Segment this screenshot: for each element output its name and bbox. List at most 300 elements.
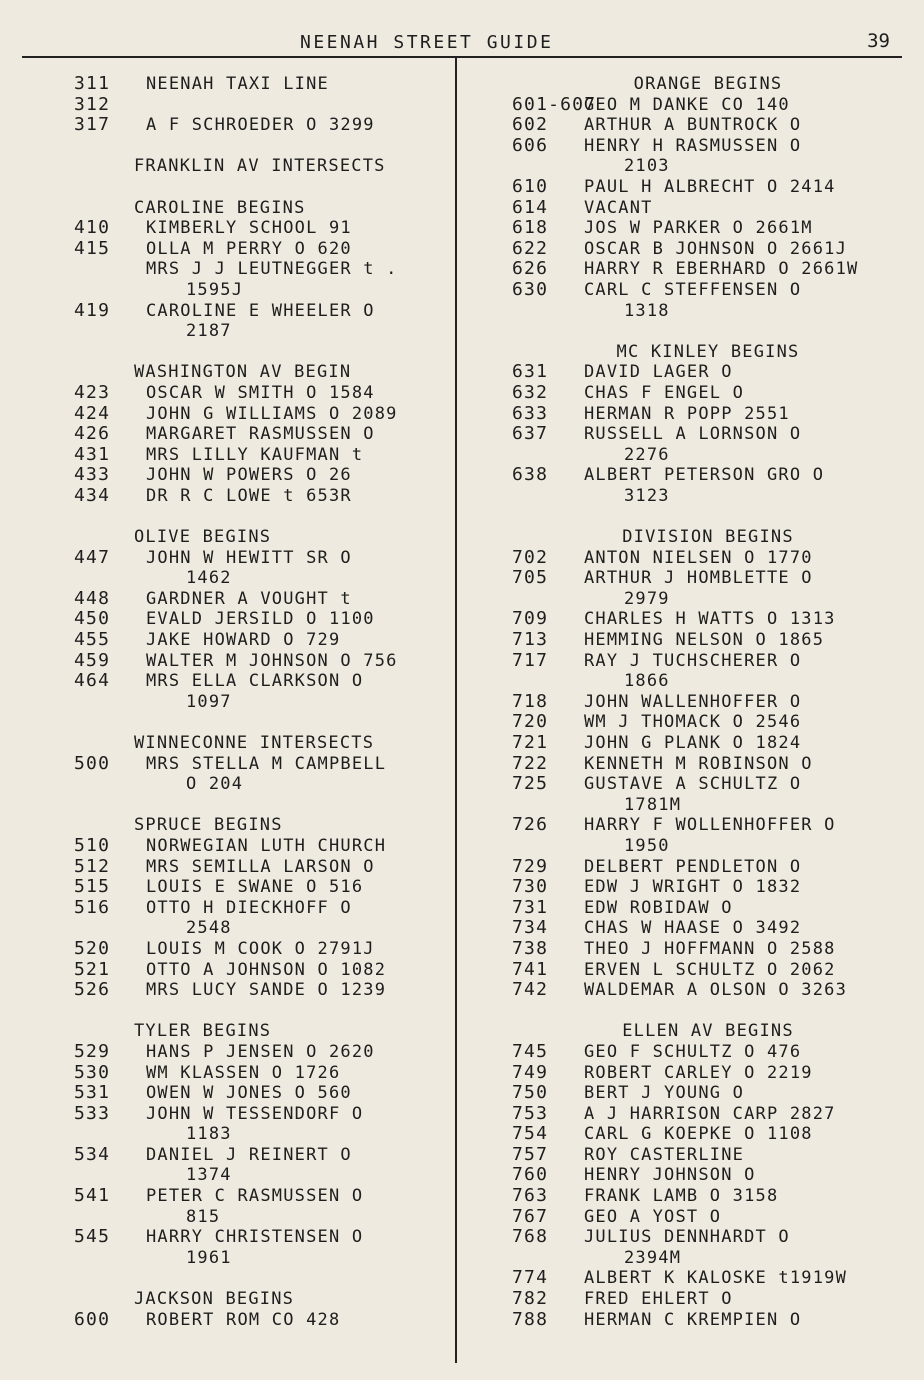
- resident-name: EDW ROBIDAW O: [584, 897, 733, 918]
- resident-name: DANIEL J REINERT O: [146, 1144, 352, 1165]
- address-entry: [512, 1268, 904, 1289]
- resident-name: ERVEN L SCHULTZ O 2062: [584, 959, 836, 980]
- address-entry: [74, 857, 456, 878]
- resident-name: ARTHUR A BUNTROCK O: [584, 115, 802, 136]
- continuation-text: 2187: [186, 321, 232, 342]
- entry-continuation: [512, 836, 904, 857]
- continuation-text: 2103: [624, 156, 670, 177]
- entry-continuation: [74, 321, 456, 342]
- resident-name: WALDEMAR A OLSON O 3263: [584, 980, 848, 1001]
- blank-line: [512, 1001, 904, 1022]
- house-number: 745: [512, 1040, 549, 1062]
- address-entry: [512, 198, 904, 219]
- resident-name: RUSSELL A LORNSON O: [584, 424, 802, 445]
- right-column: [512, 74, 904, 1330]
- house-number: 637: [512, 423, 549, 445]
- continuation-text: 2276: [624, 444, 670, 465]
- address-entry: [512, 877, 904, 898]
- entry-continuation: [74, 1207, 456, 1228]
- address-entry: [74, 424, 456, 445]
- house-number: 448: [74, 587, 111, 609]
- resident-name: VACANT: [584, 197, 653, 218]
- house-number: 521: [74, 958, 111, 980]
- house-number: 311: [74, 73, 111, 94]
- entry-continuation: [512, 301, 904, 322]
- house-number: 533: [74, 1102, 111, 1124]
- house-number: 433: [74, 464, 111, 486]
- address-entry: [74, 898, 456, 919]
- street-heading: DIVISION BEGINS: [622, 527, 794, 548]
- resident-name: HEMMING NELSON O 1865: [584, 630, 825, 651]
- address-entry: [74, 1145, 456, 1166]
- resident-name: GUSTAVE A SCHULTZ O: [584, 774, 802, 795]
- address-entry: [74, 671, 456, 692]
- address-entry: [512, 136, 904, 157]
- resident-name: WM J THOMACK O 2546: [584, 712, 802, 733]
- blank-line: [74, 342, 456, 363]
- address-entry: [512, 1186, 904, 1207]
- resident-name: HERMAN R POPP 2551: [584, 403, 790, 424]
- house-number: 512: [74, 855, 111, 877]
- address-entry: [512, 404, 904, 425]
- house-number: 753: [512, 1102, 549, 1124]
- house-number: 632: [512, 381, 549, 403]
- house-number: 520: [74, 937, 111, 959]
- resident-name: JOHN G PLANK O 1824: [584, 733, 802, 753]
- continuation-text: O 204: [186, 774, 244, 795]
- resident-name: MRS LUCY SANDE O 1239: [146, 980, 387, 1001]
- street-heading: MC KINLEY BEGINS: [616, 341, 800, 362]
- address-entry: [74, 1227, 456, 1248]
- house-number: 618: [512, 217, 549, 239]
- address-entry: [512, 939, 904, 960]
- house-number: 464: [74, 670, 111, 692]
- entry-continuation: [74, 280, 456, 301]
- address-entry: [74, 1083, 456, 1104]
- address-entry: [512, 1165, 904, 1186]
- continuation-text: 1462: [186, 568, 232, 589]
- address-entry: [512, 1083, 904, 1104]
- resident-name: LOUIS M COOK O 2791J: [146, 938, 375, 959]
- resident-name: CARL G KOEPKE O 1108: [584, 1124, 813, 1145]
- resident-name: OSCAR B JOHNSON O 2661J: [584, 238, 848, 259]
- house-number: 606: [512, 134, 549, 156]
- resident-name: CAROLINE E WHEELER O: [146, 300, 375, 321]
- resident-name: HARRY F WOLLENHOFFER O: [584, 815, 836, 836]
- address-entry: [512, 259, 904, 280]
- house-number: 601-607: [512, 93, 597, 115]
- resident-name: HARRY CHRISTENSEN O: [146, 1227, 364, 1248]
- continuation-text: 1961: [186, 1247, 232, 1268]
- resident-name: ROBERT ROM CO 428: [146, 1309, 341, 1330]
- address-entry: [74, 1042, 456, 1063]
- address-entry: [74, 754, 456, 775]
- address-entry: [74, 465, 456, 486]
- address-entry: [74, 980, 456, 1001]
- house-number: 423: [74, 381, 111, 403]
- page-title: NEENAH STREET GUIDE: [300, 32, 554, 53]
- house-number: 725: [512, 773, 549, 795]
- address-entry: [512, 1104, 904, 1125]
- blank-line: [512, 321, 904, 342]
- address-entry: [512, 754, 904, 775]
- entry-continuation: [512, 1248, 904, 1269]
- page-number: 39: [867, 30, 890, 52]
- address-entry: [512, 383, 904, 404]
- resident-name: ROY CASTERLINE: [584, 1144, 745, 1165]
- resident-name: MRS SEMILLA LARSON O: [146, 856, 375, 877]
- house-number: 705: [512, 567, 549, 589]
- continuation-text: 3123: [624, 485, 670, 506]
- resident-name: EVALD JERSILD O 1100: [146, 609, 375, 630]
- resident-name: FRANK LAMB O 3158: [584, 1186, 779, 1207]
- resident-name: ALBERT PETERSON GRO O: [584, 465, 825, 486]
- entry-continuation: [512, 795, 904, 816]
- house-number: 415: [74, 237, 111, 259]
- house-number: 767: [512, 1205, 549, 1227]
- house-number: 626: [512, 258, 549, 280]
- continuation-text: 2979: [624, 588, 670, 609]
- house-number: 531: [74, 1082, 111, 1104]
- house-number: 717: [512, 649, 549, 671]
- resident-name: A J HARRISON CARP 2827: [584, 1103, 836, 1124]
- resident-name: JAKE HOWARD O 729: [146, 630, 341, 651]
- resident-name: JOHN W POWERS O 26: [146, 465, 352, 486]
- address-entry: [74, 445, 456, 466]
- house-number: 541: [74, 1185, 111, 1207]
- resident-name: HARRY R EBERHARD O 2661W: [584, 259, 859, 280]
- resident-name: MRS J J LEUTNEGGER t .: [146, 259, 398, 280]
- address-entry: [74, 486, 456, 507]
- resident-name: JOHN W TESSENDORF O: [146, 1103, 364, 1124]
- address-entry: [512, 239, 904, 260]
- continuation-text: 1866: [624, 671, 670, 692]
- street-heading: OLIVE BEGINS: [134, 527, 272, 548]
- house-number: 631: [512, 361, 549, 383]
- blank-line: [74, 712, 456, 733]
- house-number: 545: [74, 1226, 111, 1248]
- house-number: 622: [512, 237, 549, 259]
- address-entry: [74, 589, 456, 610]
- house-number: 729: [512, 855, 549, 877]
- street-heading: WASHINGTON AV BEGIN: [134, 362, 352, 383]
- house-number: 515: [74, 876, 111, 898]
- house-number: 731: [512, 896, 549, 918]
- resident-name: KENNETH M ROBINSON O: [584, 753, 813, 774]
- resident-name: CARL C STEFFENSEN O: [584, 279, 802, 300]
- address-entry: [512, 630, 904, 651]
- house-number: 312: [74, 93, 111, 115]
- blank-line: [512, 506, 904, 527]
- resident-name: GEO F SCHULTZ O 476: [584, 1041, 802, 1062]
- house-number: 431: [74, 443, 111, 465]
- house-number: 633: [512, 402, 549, 424]
- entry-continuation: [74, 568, 456, 589]
- house-number: 760: [512, 1164, 549, 1186]
- address-entry: [512, 1124, 904, 1145]
- page-header: [0, 30, 924, 56]
- house-number: 741: [512, 958, 549, 980]
- header-rule: [22, 56, 902, 58]
- address-entry: [512, 960, 904, 981]
- resident-name: BERT J YOUNG O: [584, 1083, 745, 1104]
- resident-name: WALTER M JOHNSON O 756: [146, 650, 398, 671]
- address-entry: [512, 1042, 904, 1063]
- house-number: 529: [74, 1040, 111, 1062]
- address-entry: [74, 630, 456, 651]
- address-entry: [74, 548, 456, 569]
- resident-name: HANS P JENSEN O 2620: [146, 1041, 375, 1062]
- resident-name: DR R C LOWE t 653R: [146, 485, 352, 506]
- entry-continuation: [512, 486, 904, 507]
- address-entry: [74, 259, 456, 280]
- resident-name: OTTO A JOHNSON O 1082: [146, 959, 387, 980]
- continuation-text: 2394M: [624, 1247, 682, 1268]
- house-number: 749: [512, 1061, 549, 1083]
- address-entry: [74, 877, 456, 898]
- resident-name: JULIUS DENNHARDT O: [584, 1227, 790, 1248]
- address-entry: [512, 218, 904, 239]
- address-entry: [512, 548, 904, 569]
- address-entry: [512, 609, 904, 630]
- resident-name: OLLA M PERRY O 620: [146, 238, 352, 259]
- street-heading: FRANKLIN AV INTERSECTS: [134, 156, 386, 177]
- entry-continuation: [512, 589, 904, 610]
- address-entry: [74, 960, 456, 981]
- house-number: 410: [74, 217, 111, 239]
- resident-name: ALBERT K KALOSKE t1919W: [584, 1268, 848, 1289]
- house-number: 754: [512, 1123, 549, 1145]
- house-number: 434: [74, 484, 111, 506]
- resident-name: GEO A YOST O: [584, 1206, 722, 1227]
- address-entry: [74, 1104, 456, 1125]
- entry-continuation: [74, 1124, 456, 1145]
- resident-name: ARTHUR J HOMBLETTE O: [584, 568, 813, 589]
- entry-continuation: [74, 774, 456, 795]
- resident-name: ROBERT CARLEY O 2219: [584, 1062, 813, 1083]
- resident-name: PETER C RASMUSSEN O: [146, 1186, 364, 1207]
- continuation-text: 1781M: [624, 794, 682, 815]
- entry-continuation: [74, 1248, 456, 1269]
- house-number: 610: [512, 175, 549, 197]
- house-number: 455: [74, 629, 111, 651]
- house-number: 713: [512, 629, 549, 651]
- house-number: 774: [512, 1267, 549, 1289]
- street-heading: WINNECONNE INTERSECTS: [134, 733, 375, 753]
- house-number: 510: [74, 834, 111, 856]
- continuation-text: 2548: [186, 918, 232, 939]
- entry-continuation: [512, 156, 904, 177]
- continuation-text: 1097: [186, 691, 232, 712]
- address-entry: [74, 1186, 456, 1207]
- address-entry: [512, 568, 904, 589]
- resident-name: FRED EHLERT O: [584, 1289, 733, 1310]
- house-number: 722: [512, 752, 549, 774]
- address-entry: [74, 651, 456, 672]
- address-entry: [512, 1063, 904, 1084]
- left-column: [74, 74, 456, 1330]
- house-number: 447: [74, 546, 111, 568]
- entry-continuation: [74, 692, 456, 713]
- entry-continuation: [512, 671, 904, 692]
- resident-name: GEO M DANKE CO 140: [584, 94, 790, 115]
- blank-line: [74, 506, 456, 527]
- entry-continuation: [74, 918, 456, 939]
- house-number: 630: [512, 278, 549, 300]
- address-entry: [512, 1310, 904, 1331]
- resident-name: OWEN W JONES O 560: [146, 1083, 352, 1104]
- house-number: 530: [74, 1061, 111, 1083]
- house-number: 638: [512, 464, 549, 486]
- resident-name: MARGARET RASMUSSEN O: [146, 424, 375, 445]
- address-entry: [512, 115, 904, 136]
- house-number: 424: [74, 402, 111, 424]
- entry-continuation: [74, 1165, 456, 1186]
- house-number: 730: [512, 876, 549, 898]
- street-heading: ORANGE BEGINS: [633, 74, 783, 94]
- address-entry: [512, 980, 904, 1001]
- resident-name: JOHN WALLENHOFFER O: [584, 691, 802, 712]
- address-entry: [512, 712, 904, 733]
- blank-line: [74, 136, 456, 157]
- house-number: 768: [512, 1226, 549, 1248]
- address-entry: [74, 609, 456, 630]
- resident-name: A F SCHROEDER O 3299: [146, 115, 375, 136]
- resident-name: RAY J TUCHSCHERER O: [584, 650, 802, 671]
- address-entry: [512, 362, 904, 383]
- house-number: 317: [74, 114, 111, 136]
- resident-name: LOUIS E SWANE O 516: [146, 877, 364, 898]
- address-entry: [512, 465, 904, 486]
- blank-line: [74, 1001, 456, 1022]
- house-number: 721: [512, 732, 549, 753]
- house-number: 516: [74, 896, 111, 918]
- resident-name: HERMAN C KREMPIEN O: [584, 1309, 802, 1330]
- address-entry: [512, 898, 904, 919]
- address-entry: [512, 280, 904, 301]
- continuation-text: 1183: [186, 1124, 232, 1145]
- resident-name: JOHN G WILLIAMS O 2089: [146, 403, 398, 424]
- street-heading: JACKSON BEGINS: [134, 1289, 295, 1310]
- house-number: 426: [74, 423, 111, 445]
- house-number: 750: [512, 1082, 549, 1104]
- street-heading: CAROLINE BEGINS: [134, 197, 306, 218]
- address-entry: [512, 918, 904, 939]
- house-number: 763: [512, 1185, 549, 1207]
- address-entry: [512, 1207, 904, 1228]
- house-number: 702: [512, 546, 549, 568]
- entry-continuation: [512, 445, 904, 466]
- continuation-text: 1374: [186, 1165, 232, 1186]
- house-number: 738: [512, 937, 549, 959]
- address-entry: [512, 857, 904, 878]
- resident-name: ANTON NIELSEN O 1770: [584, 547, 813, 568]
- address-entry: [512, 95, 904, 116]
- house-number: 720: [512, 711, 549, 733]
- street-heading: TYLER BEGINS: [134, 1021, 272, 1042]
- house-number: 782: [512, 1288, 549, 1310]
- address-entry: [74, 95, 456, 116]
- address-entry: [512, 1289, 904, 1310]
- address-entry: [74, 239, 456, 260]
- address-entry: [512, 1227, 904, 1248]
- resident-name: MRS ELLA CLARKSON O: [146, 671, 364, 692]
- resident-name: GARDNER A VOUGHT t: [146, 588, 352, 609]
- house-number: 614: [512, 196, 549, 218]
- house-number: 602: [512, 114, 549, 136]
- continuation-text: 815: [186, 1206, 221, 1227]
- resident-name: MRS STELLA M CAMPBELL: [146, 753, 387, 774]
- resident-name: JOS W PARKER O 2661M: [584, 218, 813, 239]
- house-number: 742: [512, 979, 549, 1001]
- resident-name: OSCAR W SMITH O 1584: [146, 382, 375, 403]
- house-number: 788: [512, 1308, 549, 1330]
- resident-name: HENRY JOHNSON O: [584, 1165, 756, 1186]
- address-entry: [74, 301, 456, 322]
- resident-name: NEENAH TAXI LINE: [146, 74, 329, 94]
- resident-name: WM KLASSEN O 1726: [146, 1062, 341, 1083]
- house-number: 734: [512, 917, 549, 939]
- resident-name: HENRY H RASMUSSEN O: [584, 135, 802, 156]
- address-entry: [74, 115, 456, 136]
- continuation-text: 1595J: [186, 279, 244, 300]
- street-heading: ELLEN AV BEGINS: [622, 1021, 794, 1042]
- address-entry: [74, 1310, 456, 1331]
- address-entry: [512, 774, 904, 795]
- house-number: 718: [512, 690, 549, 712]
- resident-name: CHAS F ENGEL O: [584, 382, 745, 403]
- address-entry: [74, 74, 456, 95]
- address-entry: [512, 1145, 904, 1166]
- house-number: 600: [74, 1308, 111, 1330]
- address-entry: [74, 1063, 456, 1084]
- resident-name: EDW J WRIGHT O 1832: [584, 877, 802, 898]
- house-number: 450: [74, 608, 111, 630]
- house-number: 709: [512, 608, 549, 630]
- resident-name: OTTO H DIECKHOFF O: [146, 897, 352, 918]
- continuation-text: 1950: [624, 835, 670, 856]
- address-entry: [74, 836, 456, 857]
- resident-name: THEO J HOFFMANN O 2588: [584, 938, 836, 959]
- blank-line: [74, 795, 456, 816]
- address-entry: [512, 815, 904, 836]
- address-entry: [512, 651, 904, 672]
- address-entry: [512, 733, 904, 754]
- resident-name: DAVID LAGER O: [584, 362, 733, 383]
- resident-name: CHARLES H WATTS O 1313: [584, 609, 836, 630]
- house-number: 500: [74, 752, 111, 774]
- blank-line: [74, 177, 456, 198]
- address-entry: [74, 218, 456, 239]
- continuation-text: 1318: [624, 300, 670, 321]
- resident-name: CHAS W HAASE O 3492: [584, 918, 802, 939]
- house-number: 534: [74, 1143, 111, 1165]
- resident-name: MRS LILLY KAUFMAN t: [146, 444, 364, 465]
- street-heading: SPRUCE BEGINS: [134, 815, 283, 836]
- resident-name: NORWEGIAN LUTH CHURCH: [146, 835, 387, 856]
- address-entry: [74, 939, 456, 960]
- resident-name: JOHN W HEWITT SR O: [146, 547, 352, 568]
- resident-name: KIMBERLY SCHOOL 91: [146, 218, 352, 239]
- address-entry: [512, 424, 904, 445]
- house-number: 459: [74, 649, 111, 671]
- address-entry: [512, 692, 904, 713]
- house-number: 757: [512, 1143, 549, 1165]
- blank-line: [74, 1268, 456, 1289]
- house-number: 419: [74, 299, 111, 321]
- address-entry: [74, 383, 456, 404]
- address-entry: [74, 404, 456, 425]
